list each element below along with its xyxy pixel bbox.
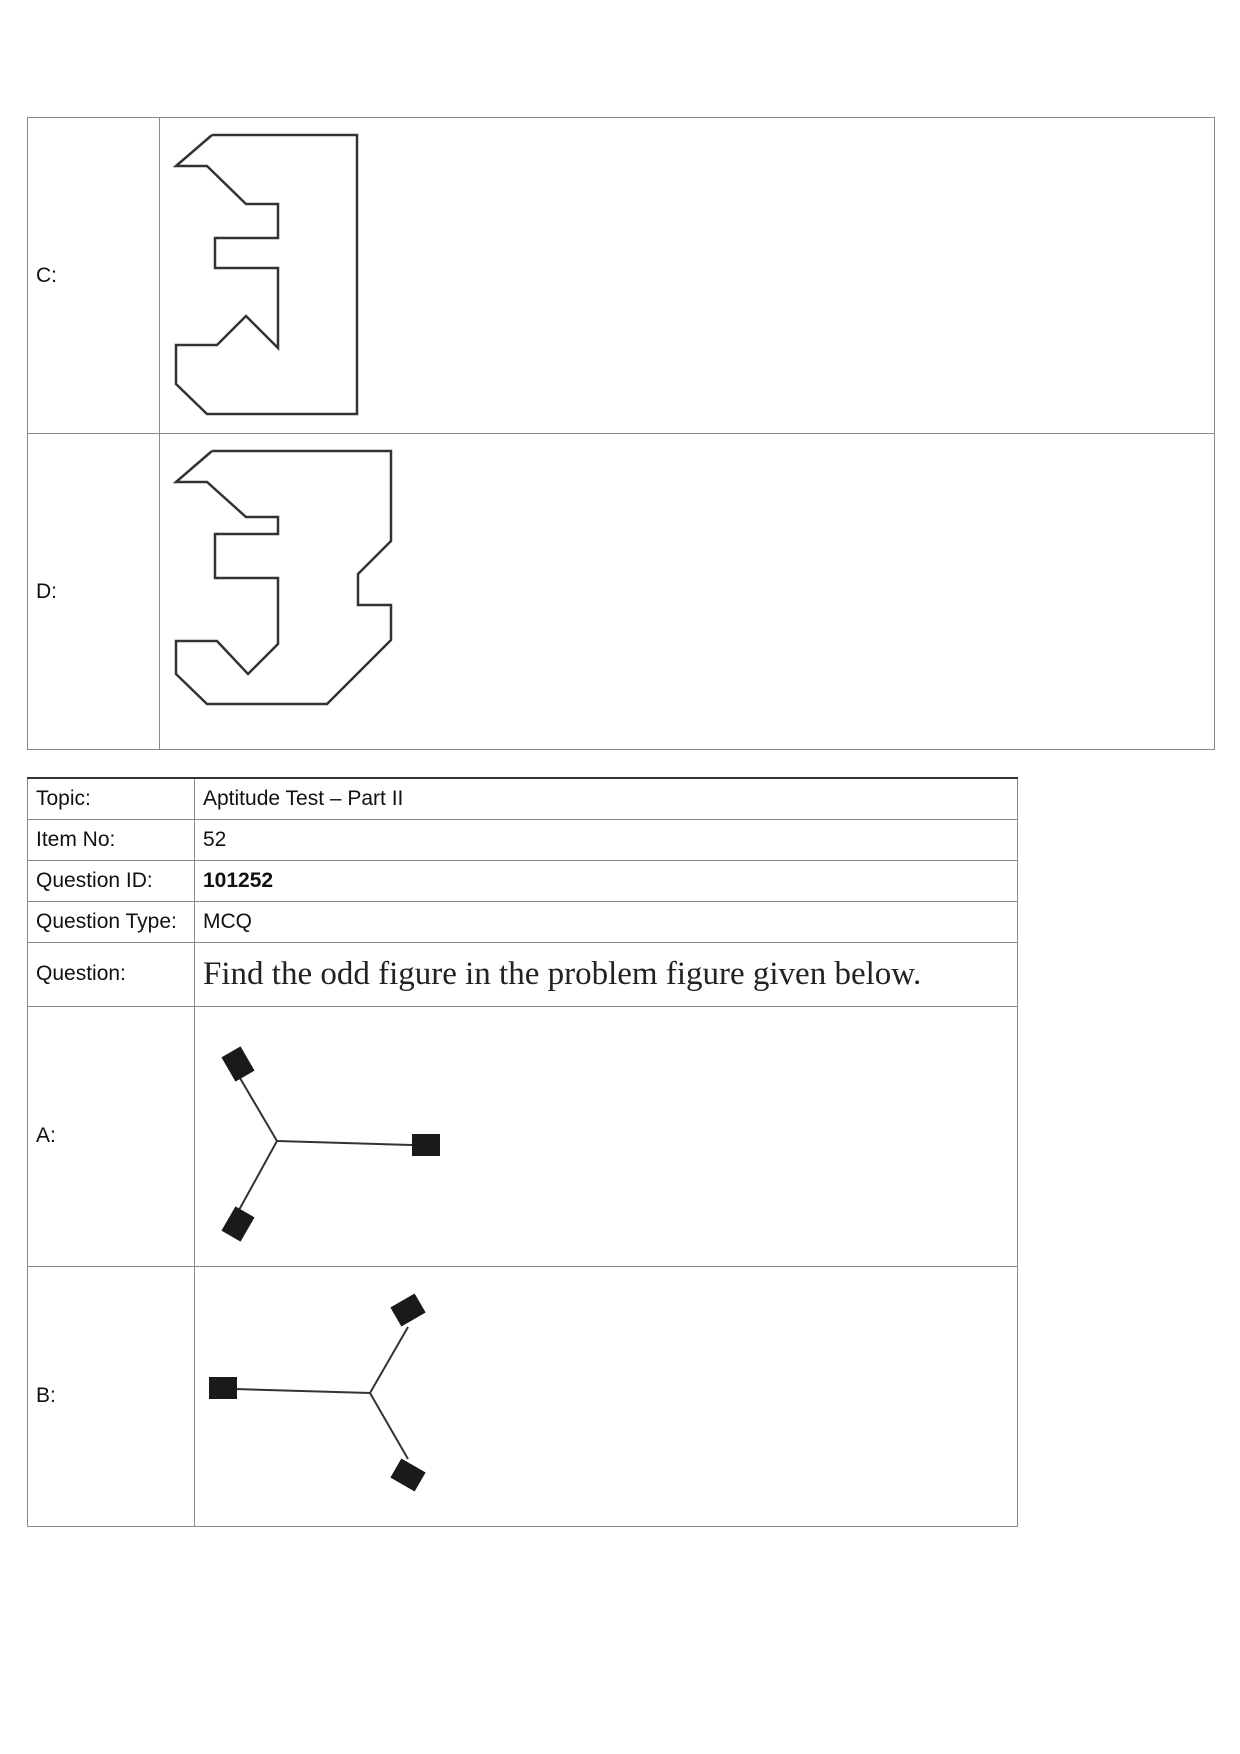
question-label: Question: bbox=[28, 942, 195, 1006]
figure-b-square-down bbox=[390, 1458, 425, 1491]
figure-a-arm-up bbox=[237, 1073, 277, 1141]
question-text: Find the odd figure in the problem figure given below. bbox=[195, 942, 1018, 1006]
three-arm-figure-a bbox=[195, 1007, 1015, 1265]
question-type-label: Question Type: bbox=[28, 901, 195, 942]
topic-row bbox=[28, 778, 1018, 819]
figure-a-arm-down bbox=[239, 1141, 277, 1210]
figure-b-arm-up bbox=[370, 1327, 408, 1393]
figure-a-square-right bbox=[412, 1134, 440, 1156]
item-no-value: 52 bbox=[195, 819, 1018, 860]
outline-shape-c bbox=[176, 135, 357, 414]
option-row-d bbox=[28, 434, 1215, 750]
options-table-top bbox=[27, 117, 1215, 750]
figure-b-arm-left bbox=[235, 1389, 370, 1393]
figure-b-arm-down bbox=[370, 1393, 408, 1459]
figure-a-square-down bbox=[221, 1206, 254, 1241]
question-type-row bbox=[28, 901, 1018, 942]
outline-shape-d-figure bbox=[160, 434, 1220, 749]
question-id-row bbox=[28, 860, 1018, 901]
question-table bbox=[27, 777, 1018, 1527]
figure-b-square-up bbox=[390, 1293, 425, 1326]
figure-a-arm-right bbox=[277, 1141, 412, 1145]
topic-value: Aptitude Test – Part II bbox=[195, 778, 1018, 819]
option-figure-a bbox=[195, 1006, 1018, 1266]
three-arm-figure-b bbox=[195, 1267, 1015, 1525]
option-label-d: D: bbox=[28, 434, 160, 750]
question-row bbox=[28, 942, 1018, 1006]
option-figure-d bbox=[160, 434, 1215, 750]
option-row-c bbox=[28, 118, 1215, 434]
question-id-value: 101252 bbox=[195, 860, 1018, 901]
option-label-c: C: bbox=[28, 118, 160, 434]
outline-shape-c-figure bbox=[160, 118, 1220, 433]
option-figure-c bbox=[160, 118, 1215, 434]
option-figure-b bbox=[195, 1266, 1018, 1526]
topic-label: Topic: bbox=[28, 778, 195, 819]
figure-b-square-left bbox=[209, 1377, 237, 1399]
option-row-a bbox=[28, 1006, 1018, 1266]
question-id-label: Question ID: bbox=[28, 860, 195, 901]
option-row-b bbox=[28, 1266, 1018, 1526]
option-label-a: A: bbox=[28, 1006, 195, 1266]
option-label-b: B: bbox=[28, 1266, 195, 1526]
item-no-row bbox=[28, 819, 1018, 860]
item-no-label: Item No: bbox=[28, 819, 195, 860]
question-type-value: MCQ bbox=[195, 901, 1018, 942]
outline-shape-d bbox=[176, 451, 391, 704]
figure-a-square-up bbox=[221, 1046, 254, 1081]
